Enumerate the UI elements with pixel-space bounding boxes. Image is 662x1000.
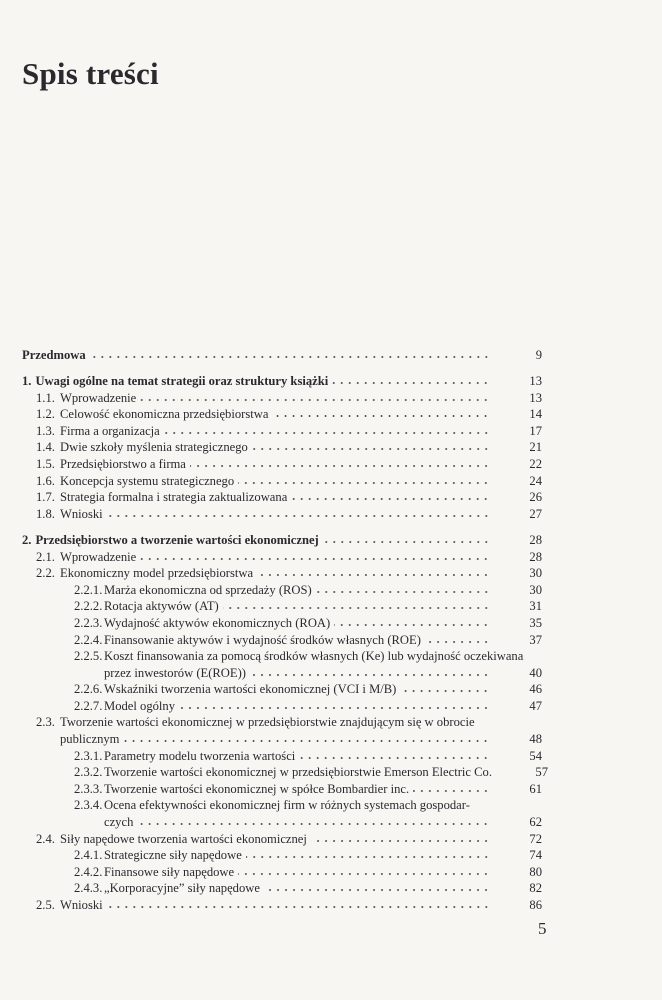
toc-entry-number: 2.2.4. (74, 632, 103, 647)
dot-leader (140, 392, 490, 402)
toc-entry[interactable] (22, 615, 542, 632)
toc-entry-number: 2.2.6. (74, 682, 103, 697)
dot-leader (332, 375, 490, 385)
toc-entry[interactable] (22, 439, 542, 456)
dot-leader (264, 882, 490, 892)
toc-entry[interactable] (22, 549, 542, 566)
toc-entry-continuation (22, 814, 542, 831)
toc-entry-page: 31 (529, 599, 542, 614)
toc-entry-title: Finansowe siły napędowe (104, 864, 235, 879)
dot-leader (190, 458, 490, 468)
toc-entry-number: 1.8. (36, 506, 55, 521)
dot-leader (311, 833, 490, 843)
toc-entry-title-continued: przez inwestorów (E(ROE)) (104, 665, 246, 680)
toc-entry-page: 27 (529, 506, 542, 521)
toc-entry[interactable] (22, 797, 542, 814)
toc-entry-page: 80 (529, 864, 542, 879)
toc-entry-number: 2.3.4. (74, 798, 103, 813)
toc-entry[interactable] (22, 456, 542, 473)
toc-entry-number: 1.5. (36, 457, 55, 472)
toc-entry-title: Marża ekonomiczna od sprzedaży (ROS) (104, 582, 312, 597)
toc-entry-number: 2.4. (36, 831, 55, 846)
dot-leader (272, 408, 490, 418)
toc-entry-title: Wprowadzenie (60, 549, 137, 564)
toc-entry[interactable] (22, 781, 542, 798)
toc-entry[interactable] (22, 390, 542, 407)
toc-entry[interactable] (22, 632, 542, 649)
toc-entry-page: 47 (529, 698, 542, 713)
toc-entry-number: 2.2.3. (74, 615, 103, 630)
toc-entry-page: 13 (529, 374, 542, 389)
dot-leader (323, 534, 490, 544)
toc-entry-number: 2.4.2. (74, 864, 103, 879)
toc-entry-title: Wnioski (60, 506, 103, 521)
toc-entry-page: 21 (529, 440, 542, 455)
toc-entry-number: 2.3.1. (74, 748, 103, 763)
toc-entry-number: 2.2.7. (74, 698, 103, 713)
toc-entry-title: Przedsiębiorstwo a tworzenie wartości ekonomicznej (35, 532, 319, 547)
toc-entry-number: 2.1. (36, 549, 55, 564)
toc-entry-number: 2.2.2. (74, 599, 103, 614)
dot-leader (238, 866, 490, 876)
toc-entry-continuation (22, 665, 542, 682)
toc-entry-number: 1.6. (36, 473, 55, 488)
toc-entry-page: 82 (529, 881, 542, 896)
toc-entry[interactable] (22, 532, 542, 549)
toc-entry-number: 2.3.2. (74, 765, 103, 780)
toc-entry-number: 2.3. (36, 715, 55, 730)
toc-entry-page: 74 (529, 848, 542, 863)
toc-entry-title: Model ogólny (104, 698, 176, 713)
toc-entry-number: 2. (22, 532, 32, 547)
toc-entry[interactable] (22, 897, 542, 914)
toc-entry-title: Wydajność aktywów ekonomicznych (ROA) (104, 615, 331, 630)
toc-entry-number: 2.3.3. (74, 781, 103, 796)
dot-leader (179, 700, 490, 710)
toc-entry[interactable] (22, 582, 542, 599)
toc-entry-page: 46 (529, 682, 542, 697)
toc-entry-title: Firma a organizacja (60, 423, 160, 438)
dot-leader (413, 783, 490, 793)
toc-entry-page: 37 (529, 632, 542, 647)
toc-entry-title: Koncepcja systemu strategicznego (60, 473, 235, 488)
toc-entry-title-continued: czych (104, 815, 134, 830)
dot-leader (107, 899, 490, 909)
toc-entry-page: 24 (529, 473, 542, 488)
toc-entry-title: Dwie szkoły myślenia strategicznego (60, 440, 248, 455)
toc-entry-page: 28 (529, 532, 542, 547)
toc-entry-page: 54 (529, 748, 542, 763)
toc-entry-page: 35 (529, 615, 542, 630)
toc-entry-number: 1.4. (36, 440, 55, 455)
dot-leader (137, 816, 490, 826)
toc-entry-title: Tworzenie wartości ekonomicznej w spółce Bombardier inc. (104, 781, 410, 796)
toc-entry-page: 26 (529, 490, 542, 505)
page-title: Spis treści (22, 56, 159, 91)
toc-entry-title: Strategiczne siły napędowe (104, 848, 242, 863)
dot-leader (140, 551, 490, 561)
toc-entry-title: Strategia formalna i strategia zaktualizowana (60, 490, 288, 505)
toc-entry-title: Siły napędowe tworzenia wartości ekonomicznej (60, 831, 307, 846)
toc-entry-number: 1.3. (36, 423, 55, 438)
toc-entry[interactable] (22, 598, 542, 615)
dot-leader (107, 508, 490, 518)
toc-entry-title: Przedsiębiorstwo a firma (60, 457, 186, 472)
toc-entry-page: 61 (529, 781, 542, 796)
dot-leader (223, 600, 490, 610)
toc-entry[interactable] (22, 489, 542, 506)
toc-entry-page: 57 (535, 765, 548, 780)
dot-leader (252, 441, 490, 451)
toc-entry[interactable] (22, 698, 542, 715)
dot-leader (90, 349, 490, 359)
dot-leader (123, 733, 490, 743)
toc-entry[interactable] (22, 714, 542, 731)
toc-entry[interactable] (22, 347, 542, 364)
toc-entry-page: 62 (529, 815, 542, 830)
toc-entry-page: 22 (529, 457, 542, 472)
toc-entry[interactable] (22, 473, 542, 490)
dot-leader (291, 491, 490, 501)
toc-entry-number: 2.2.1. (74, 582, 103, 597)
dot-leader (299, 750, 490, 760)
toc-entry-page: 48 (529, 732, 542, 747)
toc-entry-title: Finansowanie aktywów i wydajność środków własnych (ROE) (104, 632, 421, 647)
toc-entry-page: 86 (529, 898, 542, 912)
toc-entry[interactable] (22, 681, 542, 698)
toc-entry-title: Ekonomiczny model przedsiębiorstwa (60, 566, 254, 581)
toc-entry-page: 72 (529, 831, 542, 846)
toc-entry[interactable] (22, 423, 542, 440)
toc-entry-page: 40 (529, 665, 542, 680)
toc-entry-number: 2.4.3. (74, 881, 103, 896)
toc-entry-title: Rotacja aktywów (AT) (104, 599, 219, 614)
dot-leader (164, 425, 490, 435)
toc-entry-page: 30 (529, 566, 542, 581)
toc-entry-number: 1.2. (36, 407, 55, 422)
toc-entry-continuation (22, 731, 542, 748)
toc-entry-page: 28 (529, 549, 542, 564)
toc-entry-title: Tworzenie wartości ekonomicznej w przedsiębiorstwie Emerson Electric Co. (104, 765, 492, 780)
toc-entry[interactable] (22, 748, 542, 765)
dot-leader (250, 667, 490, 677)
dot-leader (246, 849, 490, 859)
toc-entry[interactable] (22, 406, 542, 423)
toc-entry-title: Koszt finansowania za pomocą środków własnych (Ke) lub wydajność oczekiwana (104, 649, 524, 664)
toc-entry-title: Parametry modelu tworzenia wartości (104, 748, 296, 763)
toc-entry[interactable] (22, 880, 542, 897)
dot-leader (334, 617, 490, 627)
toc-entry[interactable] (22, 864, 542, 881)
toc-entry-title: Tworzenie wartości ekonomicznej w przedsiębiorstwie znajdującym się w obrocie (60, 715, 475, 730)
toc-entry[interactable] (22, 648, 542, 665)
toc-entry[interactable] (22, 373, 542, 390)
toc-entry[interactable] (22, 831, 542, 848)
toc-entry[interactable] (22, 506, 542, 523)
toc-entry-page: 14 (529, 407, 542, 422)
toc-entry-number: 2.2. (36, 566, 55, 581)
toc-entry-number: 2.4.1. (74, 848, 103, 863)
dot-leader (425, 634, 490, 644)
toc-entry-number: 1.7. (36, 490, 55, 505)
toc-entry-page: 13 (529, 390, 542, 405)
toc-entry-title-continued: publicznym (60, 732, 120, 747)
toc-entry-number: 1.1. (36, 390, 55, 405)
dot-leader (400, 683, 490, 693)
toc-entry-title: Wskaźniki tworzenia wartości ekonomicznej (VCI i M/B) (104, 682, 397, 697)
toc-entry-number: 1. (22, 374, 32, 389)
dot-leader (316, 584, 490, 594)
toc-entry-page: 9 (535, 348, 542, 362)
toc-entry-title: „Korporacyjne” siły napędowe (104, 881, 260, 896)
table-of-contents (22, 347, 548, 914)
toc-entry-title: Przedmowa (22, 348, 86, 362)
toc-entry-page: 30 (529, 582, 542, 597)
toc-entry-title: Ocena efektywności ekonomicznej firm w różnych systemach gospodar- (104, 798, 470, 813)
toc-entry-page: 17 (529, 423, 542, 438)
dot-leader (257, 567, 490, 577)
toc-entry-title: Celowość ekonomiczna przedsiębiorstwa (60, 407, 269, 422)
toc-entry-title: Wprowadzenie (60, 390, 137, 405)
dot-leader (238, 475, 490, 485)
toc-entry[interactable] (22, 764, 548, 781)
toc-entry-number: 2.5. (36, 898, 55, 912)
toc-entry[interactable] (22, 565, 542, 582)
toc-entry-title: Uwagi ogólne na temat strategii oraz struktury książki (35, 374, 329, 389)
page-number: 5 (538, 919, 547, 938)
toc-entry-number: 2.2.5. (74, 649, 103, 664)
toc-entry[interactable] (22, 847, 542, 864)
toc-entry-title: Wnioski (60, 898, 103, 912)
